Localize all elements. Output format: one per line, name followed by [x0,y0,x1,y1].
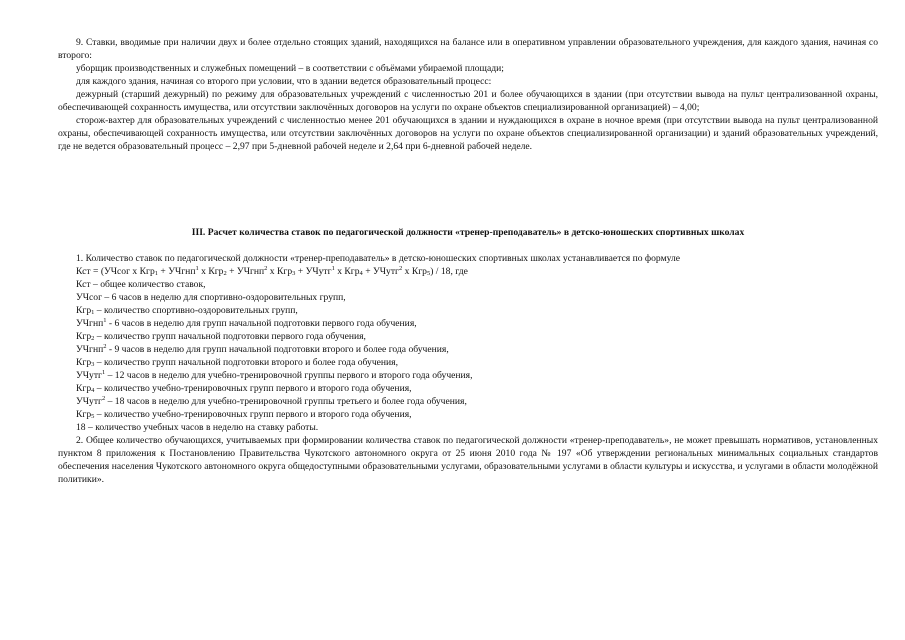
paragraph-cleaner: уборщик производственных и служебных помещений – в соответствии с объёмами убираемой площади; [76,63,504,74]
definition-kgr5: Кгр5 – количество учебно-тренировочных групп первого и второго года обучения, [76,409,412,420]
paragraph-duty-officer: дежурный (старший дежурный) по режиму для образовательных учреждений с численностью 201 и более обучающихся в здании (при отсутствии вывода на пульт централизованной охраны, обеспечивающей сохранность имущества, или отсутствии заключённых договоров на услуги по охране объектов специализированной организацией) – 4,00; [58,89,878,113]
definition-uchutg1: УЧутг$^1$ – 12 часов в неделю для учебно-тренировочной группы первого и второго года обучения, [76,369,473,381]
item-1-intro: 1. Количество ставок по педагогической должности «тренер-преподаватель» в детско-юношеских спортивных школах устанавливается по формуле [76,253,681,264]
definition-uchsog: УЧсог – 6 часов в неделю для спортивно-оздоровительных групп, [76,292,346,303]
section-heading: III. Расчет количества ставок по педагогической должности «тренер-преподаватель» в детско-юношеских спортивных школах [191,227,745,238]
definition-uchgnp2: УЧгнп$^2$ - 9 часов в неделю для групп начальной подготовки второго и более года обучения, [76,343,449,355]
definition-uchutg2: УЧутг$^2$ – 18 часов в неделю для учебно-тренировочной группы третьего и более года обучения, [76,395,467,407]
paragraph-each-building: для каждого здания, начиная со второго при условии, что в здании ведется образовательный процесс: [76,76,492,87]
section-three-body [58,252,878,486]
top-section [58,36,878,153]
definition-kgr3: Кгр3 – количество групп начальной подготовки второго и более года обучения, [76,357,398,368]
definition-kgr4: Кгр4 – количество учебно-тренировочных групп первого и второго года обучения, [76,383,412,394]
paragraph-watchman: сторож-вахтер для образовательных учреждений с численностью менее 201 обучающихся в здании и нуждающихся в охране в ночное время (при отсутствии вывода на пульт централизованной охраны, обеспечивающей сохранность имущества, или отсутствии заключённых договоров на услуги по охране объектов специализированной организации) и зданий образовательных учреждений, где не ведется образовательный процесс – 2,97 при 5-дневной рабочей неделе и 2,64 при 6-дневной рабочей неделе. [58,115,878,152]
definition-eighteen: 18 – количество учебных часов в неделю на ставку работы. [76,422,319,433]
definition-kgr1: Кгр1 – количество спортивно-оздоровительных групп, [76,305,298,316]
paragraph-rates-buildings: 9. Ставки, вводимые при наличии двух и более отдельно стоящих зданий, находящихся на балансе или в оперативном управлении образовательного учреждения, для каждого здания, начиная со второго: [58,37,878,61]
formula: Кст = (УЧсог х Кгр1 + УЧгнп$^1$ х Кгр2 + УЧгнп$^2$ х Кгр3 + УЧутг$^1$ х Кгр4 + УЧутг$^2$ х Кгр5) / 18, где [76,265,468,277]
definition-uchgnp1: УЧгнп$^1$ - 6 часов в неделю для групп начальной подготовки первого года обучения, [76,317,417,329]
definition-kst: Кст – общее количество ставок, [76,279,206,290]
item-2: 2. Общее количество обучающихся, учитываемых при формировании количества ставок по педагогической должности «тренер-преподаватель», не может превышать нормативов, установленных пунктом 8 приложения к Постановлению Правительства Чукотского автономного округа от 25 июня 2010 года № 197 «Об утверждении региональных минимальных социальных стандартов обеспечения населения Чукотского автономного округа общедоступными образовательными услугами, образовательными услугами в области культуры и искусства, и услугами в области молодёжной политики». [58,435,878,485]
definition-kgr2: Кгр2 – количество групп начальной подготовки первого года обучения, [76,331,366,342]
